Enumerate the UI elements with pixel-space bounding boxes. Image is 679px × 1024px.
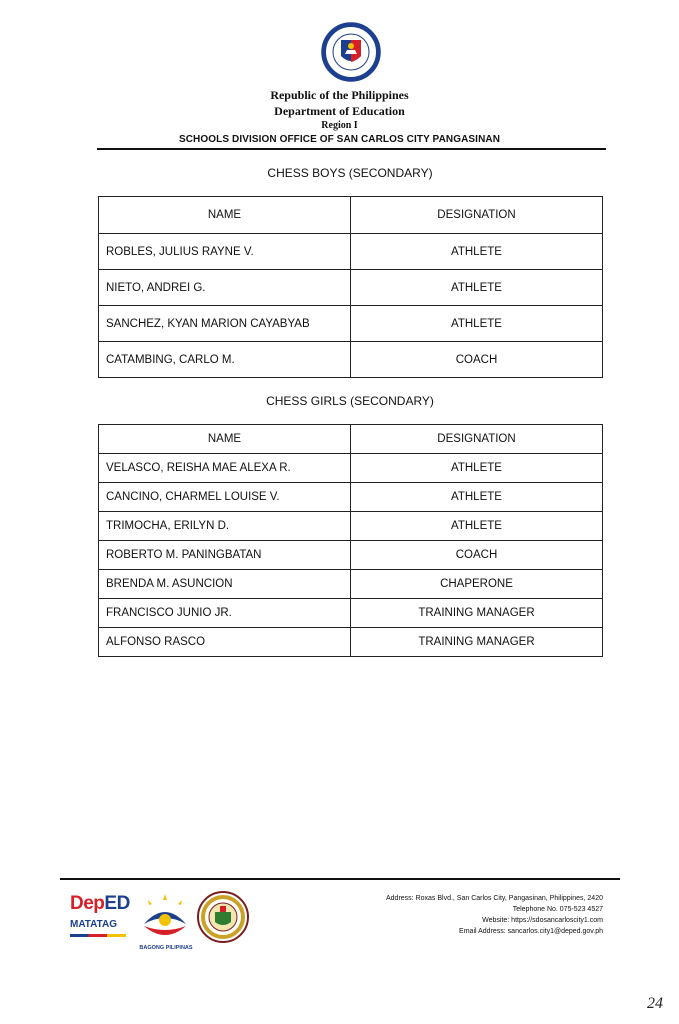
section-title-chess-boys: CHESS BOYS (SECONDARY) <box>267 166 433 180</box>
letterhead-division: SCHOOLS DIVISION OFFICE OF SAN CARLOS CITY PANGASINAN <box>178 134 501 145</box>
letterhead-department: Department of Education <box>274 104 405 118</box>
deped-matatag-logo <box>70 893 132 943</box>
sdo-san-carlos-seal-logo <box>196 890 250 944</box>
table-row <box>99 483 603 512</box>
deped-seal-logo <box>321 22 381 82</box>
table-row <box>99 270 603 306</box>
cell-designation: ATHLETE <box>351 306 603 342</box>
cell-designation: ATHLETE <box>351 270 603 306</box>
cell-name: ROBLES, JULIUS RAYNE V. <box>99 234 351 270</box>
cell-name: SANCHEZ, KYAN MARION CAYABYAB <box>99 306 351 342</box>
table-row <box>99 306 603 342</box>
cell-designation: COACH <box>351 541 603 570</box>
footer-website: Website: https://sdosancarloscity1.com <box>482 917 603 924</box>
cell-designation: TRAINING MANAGER <box>351 599 603 628</box>
matatag-logo-text: MATATAG <box>70 919 118 930</box>
table-row <box>99 454 603 483</box>
header-designation: DESIGNATION <box>351 425 603 454</box>
cell-name: ROBERTO M. PANINGBATAN <box>99 541 351 570</box>
cell-designation: ATHLETE <box>351 483 603 512</box>
footer-telephone: Telephone No. 075-523 4527 <box>512 906 603 913</box>
cell-designation: COACH <box>351 342 603 378</box>
table-row <box>99 541 603 570</box>
table-row <box>99 512 603 541</box>
table-row <box>99 628 603 657</box>
bagong-pilipinas-logo <box>138 890 192 950</box>
cell-name: BRENDA M. ASUNCION <box>99 570 351 599</box>
table-row <box>99 342 603 378</box>
letterhead-region: Region I <box>321 120 358 131</box>
header-divider <box>97 148 606 150</box>
table-header-row <box>99 197 603 234</box>
cell-designation: ATHLETE <box>351 454 603 483</box>
deped-logo-text-ed: ED <box>104 893 130 914</box>
cell-name: CANCINO, CHARMEL LOUISE V. <box>99 483 351 512</box>
bagong-pilipinas-label: BAGONG PILIPINAS <box>139 945 193 951</box>
footer-divider <box>60 878 620 880</box>
table-header-row <box>99 425 603 454</box>
footer-email: Email Address: sancarlos.city1@deped.gov.ph <box>459 928 603 935</box>
header-name: NAME <box>99 197 351 234</box>
chess-boys-table <box>98 196 603 378</box>
footer-contact-info <box>386 893 603 937</box>
matatag-color-bar <box>70 934 126 937</box>
footer-address: Address: Roxas Blvd., San Carlos City, Pangasinan, Philippines, 2420 <box>386 895 603 902</box>
cell-name: TRIMOCHA, ERILYN D. <box>99 512 351 541</box>
cell-name: VELASCO, REISHA MAE ALEXA R. <box>99 454 351 483</box>
table-row <box>99 599 603 628</box>
header-designation: DESIGNATION <box>351 197 603 234</box>
cell-designation: CHAPERONE <box>351 570 603 599</box>
cell-designation: TRAINING MANAGER <box>351 628 603 657</box>
deped-logo-text-dep: Dep <box>70 893 105 914</box>
page-number: 24 <box>647 995 663 1012</box>
cell-name: CATAMBING, CARLO M. <box>99 342 351 378</box>
cell-name: FRANCISCO JUNIO JR. <box>99 599 351 628</box>
cell-name: ALFONSO RASCO <box>99 628 351 657</box>
table-row <box>99 234 603 270</box>
letterhead-republic: Republic of the Philippines <box>270 88 409 102</box>
section-title-chess-girls: CHESS GIRLS (SECONDARY) <box>266 394 434 408</box>
table-row <box>99 570 603 599</box>
cell-designation: ATHLETE <box>351 512 603 541</box>
header-name: NAME <box>99 425 351 454</box>
cell-name: NIETO, ANDREI G. <box>99 270 351 306</box>
cell-designation: ATHLETE <box>351 234 603 270</box>
chess-girls-table <box>98 424 603 657</box>
